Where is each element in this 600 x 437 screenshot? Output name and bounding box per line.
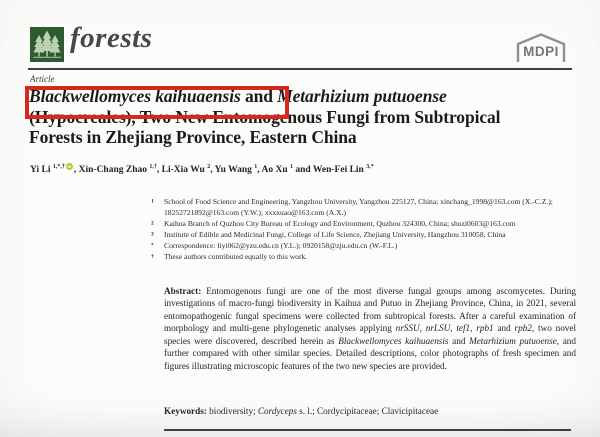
abstract-section (164, 285, 576, 372)
text-segment: , and further compared with other similar species. Detailed descriptions, color photographs of fresh specimen and figures illustrating microscopic features of the two new species are provided. (164, 335, 576, 371)
text-segment: tef1 (456, 323, 471, 334)
affiliation-text: School of Food Science and Engineering, Yangzhou University, Yangzhou 225127, China; xinchang_1998@163.com (X.-C.Z.); 18252721892@163.com (Y.W.); xxxxuao@163.com (A.X.) (164, 197, 553, 217)
author-name: Yi Li (30, 165, 53, 175)
affiliation-marker: † (151, 253, 154, 260)
abstract-text (164, 286, 576, 371)
text-segment: and (240, 86, 278, 106)
affiliation-item (151, 252, 578, 263)
author-superscript: 1 (290, 163, 293, 170)
author-separator: , (210, 165, 215, 175)
text-segment: Entomogenous fungi are one of the most diverse fungal groups among ascomycetes. During investigations of macro-fungi biodiversity in Kaihua and Putuo in Zhejiang Province, China, in 2021, several entomopathogenic fungal specimens were collected from subtropical forests. After a careful examination of morphology and multi-gene phylogenetic analyses applying (164, 286, 576, 334)
text-segment: , (419, 323, 426, 334)
affiliation-text: These authors contributed equally to this work. (164, 251, 308, 261)
author-superscript: 1,*,† (52, 163, 65, 170)
text-segment: Metarhizium putuoense (469, 335, 557, 346)
text-segment: , (450, 323, 457, 334)
affiliation-item (151, 197, 578, 219)
text-segment: (Hypocreales), Two New Entomogenous Fungi from Subtropical (29, 106, 501, 127)
affiliation-marker: 2 (151, 220, 154, 227)
text-segment: biodiversity; (206, 406, 258, 416)
affiliation-item (151, 230, 578, 241)
section-divider-rule (164, 429, 571, 431)
author-separator: and (293, 165, 313, 175)
article-type-label: Article (30, 74, 55, 84)
affiliation-marker: 1 (151, 198, 154, 205)
text-segment: rpb1 (476, 323, 494, 334)
text-segment: , (470, 323, 477, 334)
text-segment: Cordyceps (257, 406, 297, 416)
highlight-annotation-box (25, 86, 289, 119)
text-segment: and (448, 335, 470, 346)
text-segment: and (493, 323, 515, 334)
text-segment: Forests in Zhejiang Province, Eastern China (29, 127, 357, 148)
text-segment: s. l.; Cordycipitaceae; Clavicipitaceae (296, 406, 439, 416)
authors-line (30, 163, 570, 175)
author-superscript: 1 (254, 163, 258, 170)
author-name: Li-Xia Wu (161, 165, 208, 175)
orcid-icon[interactable]: iD (67, 164, 72, 169)
affiliation-text: Kaihua Branch of Quzhou City Bureau of Ecology and Environment, Quzhou 324300, China; shuzi0603@163.com (164, 218, 516, 228)
text-segment: Metarhizium putuoense (277, 86, 447, 106)
text-segment: rpb2 (514, 323, 532, 334)
header-rule (28, 68, 572, 70)
author-name: Yu Wang (214, 165, 255, 175)
text-segment: nrLSU (425, 323, 451, 334)
abstract-label: Abstract: (164, 286, 202, 296)
author-separator: , (156, 165, 162, 175)
affiliations-list (151, 197, 578, 262)
affiliation-marker: * (151, 242, 154, 249)
mdpi-logo-text: MDPI (523, 44, 559, 59)
affiliation-item (151, 219, 578, 230)
author-superscript: 1,† (149, 163, 157, 170)
mdpi-logo (511, 32, 571, 64)
forests-journal-logo (30, 27, 64, 62)
keywords-label: Keywords: (164, 406, 207, 416)
author-superscript: 3,* (366, 163, 374, 170)
keywords-section (164, 406, 576, 416)
affiliation-marker: 3 (151, 231, 154, 238)
text-segment: nrSSU (395, 323, 420, 334)
highlighted-species-name: Blackwellomyces kaihuaensis (29, 86, 241, 106)
affiliation-text: Institute of Edible and Medicinal Fungi, College of Life Science, Zhejiang University, Hangzhou 310058, China (164, 229, 506, 239)
text-segment: Blackwellomyces kaihuaensis (338, 335, 449, 346)
affiliation-item (151, 241, 578, 252)
author-name: Ao Xu (261, 165, 290, 175)
author-name: Xin-Chang Zhao (78, 165, 150, 175)
author-separator: , (257, 165, 262, 175)
journal-name: forests (70, 22, 153, 54)
author-superscript: 2 (207, 163, 211, 170)
keywords-text (207, 406, 438, 416)
text-segment: , two novel species were discovered, described herein as (164, 323, 577, 346)
affiliation-text: Correspondence: liyi062@yzu.edu.cn (Y.L.); 0920158@zju.edu.cn (W.-F.L.) (164, 240, 398, 250)
author-name: Wen-Fei Lin (312, 165, 367, 175)
author-separator: , (73, 165, 79, 175)
